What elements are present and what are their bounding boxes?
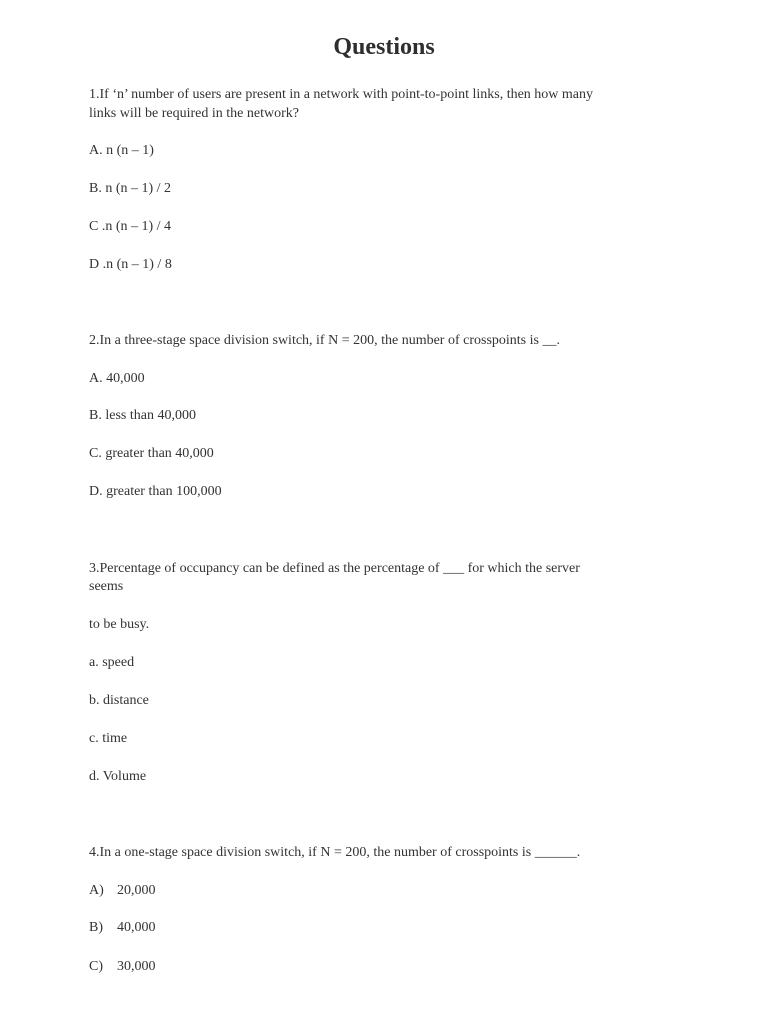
question-3-option-a: a. speed: [89, 655, 135, 670]
question-4-option-b-letter: B): [89, 920, 103, 935]
question-3-option-b: b. distance: [89, 693, 149, 708]
question-4-option-b: [89, 918, 669, 937]
question-4-option-c-value: 30,000: [117, 959, 156, 974]
question-1-option-d: D .n (n – 1) / 8: [89, 257, 172, 272]
question-3-option-d: d. Volume: [89, 769, 147, 784]
question-1-option-b: B. n (n – 1) / 2: [89, 181, 172, 196]
question-2-option-a: A. 40,000: [89, 371, 145, 386]
question-2-option-d: D. greater than 100,000: [89, 484, 222, 499]
page-title: Questions: [333, 34, 435, 60]
question-3-text-line-2: seems: [89, 579, 124, 594]
question-4-option-b-value: 40,000: [117, 920, 156, 935]
question-2-text-line-1: 2.In a three-stage space division switch, if N = 200, the number of crosspoints is __.: [89, 333, 560, 348]
question-1-option-a: A. n (n – 1): [89, 143, 154, 158]
question-4-option-a: [89, 881, 669, 900]
question-4-option-c: [89, 957, 669, 976]
question-3-text-line-3: to be busy.: [89, 617, 150, 632]
question-4-option-c-letter: C): [89, 959, 103, 974]
question-3-option-c: c. time: [89, 731, 128, 746]
question-1-text-line-2: links will be required in the network?: [89, 106, 299, 121]
question-4-option-a-value: 20,000: [117, 883, 156, 898]
question-1-option-c: C .n (n – 1) / 4: [89, 219, 172, 234]
question-4-option-a-letter: A): [89, 883, 104, 898]
question-1-text-line-1: 1.If ‘n’ number of users are present in a network with point-to-point links, then how many: [89, 87, 594, 102]
question-4-text-line-1: 4.In a one-stage space division switch, if N = 200, the number of crosspoints is ______.: [89, 845, 581, 860]
question-3-text-line-1: 3.Percentage of occupancy can be defined as the percentage of ___ for which the server: [89, 561, 580, 576]
question-2-option-b: B. less than 40,000: [89, 408, 196, 423]
question-2-option-c: C. greater than 40,000: [89, 446, 214, 461]
